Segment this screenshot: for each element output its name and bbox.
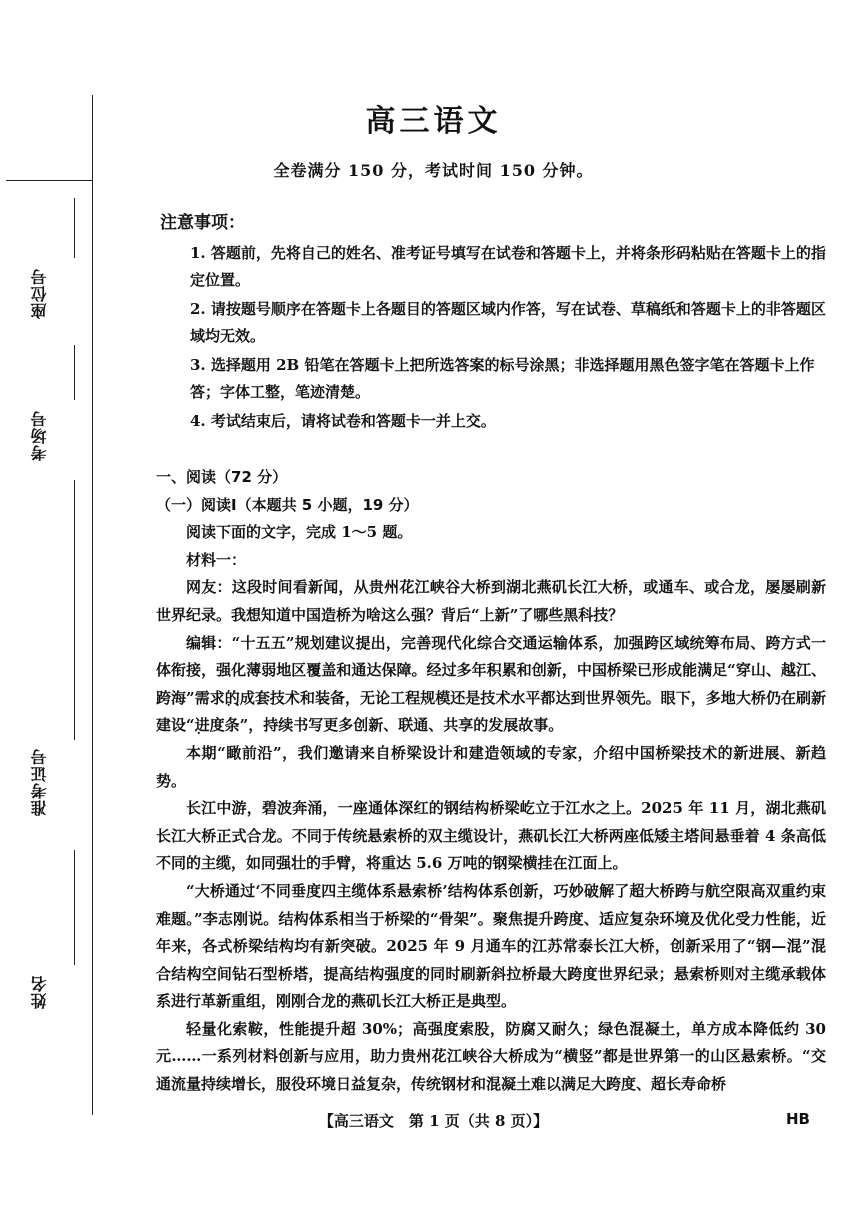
seat-number-label: 座位号 bbox=[30, 268, 49, 319]
paragraph-text: 这段时间看新闻，从贵州花江峡谷大桥到湖北燕矶长江大桥，或通车、或合龙，屡屡刷新世界纪录。我想知道中国造桥为啥这么强？背后“上新”了哪些黑科技？ bbox=[156, 578, 826, 624]
notice-item: 2. 请按题号顺序在答题卡上各题目的答题区域内作答，写在试卷、草稿纸和答题卡上的非答题区域均无效。 bbox=[190, 300, 826, 345]
paragraph: “大桥通过‘不同垂度四主缆体系悬索桥’结构体系创新，巧妙破解了超大桥跨与航空限高双重约束难题。”李志刚说。结构体系相当于桥梁的“骨架”。聚焦提升跨度、适应复杂环境及优化受力性能，近年来，各式桥梁结构均有新突破。2025 年 9 月通车的江苏常泰长江大桥，创新采用了“钢—混”混合结构空间钻石型桥塔，提高结构强度的同时刷新斜拉桥最大跨度世界纪录；悬索桥则对主缆承载体系进行革新重组，刚刚合龙的燕矶长江大桥正是典型。 bbox=[156, 881, 826, 1011]
page-title: 高三语文 bbox=[365, 104, 502, 139]
paragraph-text: “十五五”规划建议提出，完善现代化综合交通运输体系，加强跨区域统筹布局、跨方式一体衔接，强化薄弱地区覆盖和通达保障。经过多年积累和创新，中国桥梁已形成能满足“穿山、越江、跨海”需求的成套技术和装备，无论工程规模还是技术水平都达到世界领先。眼下，多地大桥仍在刷新建设“ bbox=[156, 633, 826, 735]
notice-item: 1. 答题前，先将自己的姓名、准考证号填写在试卷和答题卡上，并将条形码粘贴在答题卡上的指定位置。 bbox=[190, 244, 826, 289]
emphasized-term: 进度条 · · · bbox=[195, 716, 240, 734]
paragraph: 轻量化索鞍，性能提升超 30%；高强度索股，防腐又耐久；绿色混凝土，单方成本降低约 30 元……一系列材料创新与应用，助力贵州花江峡谷大桥成为“横竖”都是世界第一的山区悬索桥。“交通流量持续增长，服役环境日益复杂，传统钢材和混凝土难以满足大跨度、超长寿命桥 bbox=[156, 1019, 826, 1094]
reading-section bbox=[156, 464, 826, 1099]
name-blank bbox=[74, 850, 75, 965]
admission-number-blank bbox=[74, 480, 75, 740]
notice-item: 3. 选择题用 2B 铅笔在答题卡上把所选答案的标号涂黑；非选择题用黑色签字笔在答题卡上作答；字体工整，笔迹清楚。 bbox=[190, 356, 815, 401]
notice-list bbox=[190, 240, 830, 437]
paragraph-editor bbox=[156, 630, 826, 740]
paragraph-netizen bbox=[156, 574, 826, 629]
paragraph: 长江中游，碧波奔涌，一座通体深红的钢结构桥梁屹立于江水之上。2025 年 11 月，湖北燕矶长江大桥正式合龙。不同于传统悬索桥的双主缆设计，燕矶长江大桥两座低矮主塔间悬垂着 4 条高低不同的主缆，如同强壮的手臂，将重达 5.6 万吨的钢梁横挂在江面上。 bbox=[156, 799, 826, 873]
footer-code: HB bbox=[786, 1110, 810, 1128]
section-heading: 一、阅读（72 分） bbox=[156, 468, 288, 486]
paragraph-text: ”，持续书写更多创新、联通、共享的发展故事。 bbox=[239, 716, 564, 735]
notice-item: 4. 考试结束后，请将试卷和答题卡一并上交。 bbox=[190, 412, 496, 430]
notice-heading: 注意事项： bbox=[160, 213, 245, 233]
exam-room-label: 考场号 bbox=[30, 410, 49, 461]
page-footer: 【高三语文 第 1 页（共 8 页）】 bbox=[318, 1112, 549, 1130]
exam-room-blank bbox=[74, 345, 75, 400]
instruction-text: 阅读下面的文字，完成 1～5 题。 bbox=[186, 523, 413, 542]
speaker-label: 网友： bbox=[186, 578, 232, 597]
paragraph: 本期“瞰前沿”，我们邀请来自桥梁设计和建造领域的专家，介绍中国桥梁技术的新进展、新趋势。 bbox=[156, 743, 826, 790]
binding-margin-line bbox=[92, 95, 93, 1115]
exam-subtitle: 全卷满分 150 分，考试时间 150 分钟。 bbox=[273, 161, 594, 180]
material-label: 材料一： bbox=[186, 550, 247, 569]
speaker-label: 编辑： bbox=[186, 633, 232, 652]
name-label: 姓名 bbox=[30, 975, 49, 1009]
admission-number-label: 准考证号 bbox=[30, 748, 49, 816]
seat-number-blank bbox=[74, 198, 75, 258]
subsection-heading: （一）阅读Ⅰ（本题共 5 小题，19 分） bbox=[156, 495, 419, 514]
